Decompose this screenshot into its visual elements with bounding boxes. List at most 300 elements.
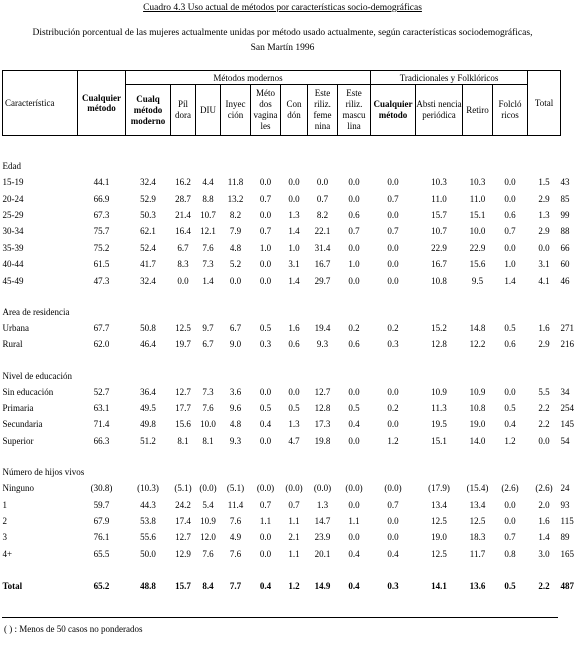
table-cell: 0.0 (288, 177, 300, 188)
table-cell: 8.3 (177, 259, 189, 270)
table-cell: 0.3 (259, 339, 272, 350)
table-cell: 0.0 (504, 242, 516, 253)
table-cell: 15.6 (469, 259, 486, 270)
table-cell: 14.7 (314, 516, 331, 527)
table-row: Sin educación 52.7 36.4 12.7 7.3 3.6 0.0 0.0 12.7 0.0 0.0 10.9 10.9 0.0 5.5 34 (3, 384, 561, 400)
table-row: 35-39 75.2 52.4 6.7 7.6 4.8 1.0 1.0 31.4 0.0 0.0 22.9 22.9 0.0 0.0 66 (3, 240, 561, 256)
table-cell: (17.9) (428, 483, 450, 494)
table-cell: 9.6 (229, 403, 242, 414)
table-cell: 50.8 (140, 322, 156, 333)
section-title: Area de residencia (2, 306, 70, 317)
table-subtitle (0, 26, 565, 56)
table-cell: 0.2 (348, 322, 360, 333)
table-cell: 0.7 (259, 226, 272, 237)
table-cell: 0.0 (504, 499, 516, 510)
table-cell: 0.4 (504, 419, 516, 430)
table-cell: 0.5 (259, 403, 272, 414)
table-cell: (0.0) (199, 483, 217, 494)
table-cell: 0.0 (348, 532, 360, 543)
table-cell: 66.9 (93, 193, 110, 204)
row-label: Total (2, 581, 23, 592)
table-cell: 0.5 (504, 322, 516, 333)
table-cell: 0.0 (538, 435, 550, 446)
table-cell: (0.0) (384, 483, 402, 494)
table-cell: 14.1 (431, 581, 447, 592)
table-cell: 0.0 (348, 193, 360, 204)
row-label: 15-19 (2, 177, 24, 188)
row-label: 3 (2, 532, 7, 543)
table-cell: 65.5 (93, 548, 110, 559)
table-cell: 2.2 (538, 403, 550, 414)
table-body (2, 136, 574, 595)
table-row: 1 59.7 44.3 24.2 5.4 11.4 0.7 0.7 1.3 0.0 0.7 13.4 13.4 0.0 2.0 93 (3, 496, 561, 512)
table-cell: 2.9 (538, 226, 550, 237)
table-cell: 0.0 (538, 242, 550, 253)
section-header-row (3, 464, 561, 480)
table-cell: 0.4 (348, 581, 360, 592)
table-cell: 10.8 (431, 275, 447, 286)
table-row: 20-24 66.9 52.9 28.7 8.8 13.2 0.7 0.0 0.7 0.0 0.7 11.0 11.0 0.0 2.9 85 (3, 190, 561, 206)
table-cell: 0.4 (348, 548, 360, 559)
table-cell: 13.2 (227, 193, 244, 204)
table-cell: 0.5 (504, 403, 516, 414)
table-cell: 12.7 (175, 386, 191, 397)
table-cell: 12.8 (314, 403, 331, 414)
table-cell: 14.0 (469, 435, 486, 446)
table-cell: 0.0 (259, 259, 272, 270)
table-row: Urbana 67.7 50.8 12.5 9.7 6.7 0.5 1.6 19.4 0.2 0.2 15.2 14.8 0.5 1.6 271 (3, 320, 561, 336)
table-cell: 15.1 (469, 209, 486, 220)
row-label: 25-29 (2, 209, 24, 220)
header-modern-col: Este riliz. feme nina (308, 85, 338, 136)
table-cell: 32.4 (140, 177, 156, 188)
table-cell: 8.4 (202, 581, 214, 592)
table-cell: 46.4 (140, 339, 156, 350)
table-cell: 9.0 (229, 339, 242, 350)
table-cell: 51.2 (140, 435, 156, 446)
footnote-rule (2, 617, 558, 618)
table-cell: 0.0 (348, 275, 360, 286)
table-cell: 49.5 (140, 403, 156, 414)
table-cell: 1.1 (288, 516, 300, 527)
table-cell: 10.8 (469, 403, 486, 414)
table-cell: 0.0 (504, 386, 516, 397)
table-cell: 9.5 (471, 275, 484, 286)
table-cell: 0.0 (387, 532, 399, 543)
table-row: Superior 66.3 51.2 8.1 8.1 9.3 0.0 4.7 19.8 0.0 1.2 15.1 14.0 1.2 0.0 54 (3, 433, 561, 449)
table-cell: 66.3 (93, 435, 110, 446)
header-modern-col: Inyec ción (221, 85, 251, 136)
table-cell: 5.5 (538, 386, 550, 397)
table-cell: 0.0 (259, 275, 272, 286)
table-cell: 14.8 (469, 322, 486, 333)
table-cell: 0.4 (259, 419, 272, 430)
table-row: 30-34 75.7 62.1 16.4 12.1 7.9 0.7 1.4 22.1 0.7 0.7 10.7 10.0 0.7 2.9 88 (3, 223, 561, 239)
table-cell: 1.1 (348, 516, 360, 527)
table-cell: 3.6 (229, 386, 242, 397)
table-cell: 2.9 (538, 339, 550, 350)
table-row: 15-19 44.1 32.4 16.2 4.4 11.8 0.0 0.0 0.0 0.0 0.0 10.3 10.3 0.0 1.5 43 (3, 174, 561, 190)
table-cell: 2.9 (538, 193, 550, 204)
header-modern-col: Con dón (281, 85, 308, 136)
table-cell: 8.2 (316, 209, 329, 220)
table-cell: 0.6 (504, 339, 516, 350)
header-modern-col: Cualq método moderno (126, 85, 171, 136)
table-cell: 0.7 (387, 226, 399, 237)
table-cell: 12.5 (431, 548, 447, 559)
table-cell: 2.1 (288, 532, 300, 543)
table-cell: 12.0 (200, 532, 216, 543)
header-modern-col: Píl dora (171, 85, 196, 136)
table-title: Cuadro 4.3 Uso actual de métodos por características socio-demográficas (143, 3, 422, 13)
header-cualquier-metodo: Cualquier método (78, 71, 126, 136)
table-cell: 52.7 (93, 386, 110, 397)
table-row: Rural 62.0 46.4 19.7 6.7 9.0 0.3 0.6 9.3 0.6 0.3 12.8 12.2 0.6 2.9 216 (3, 336, 561, 352)
table-cell: 4.7 (288, 435, 300, 446)
table-cell: 0.0 (259, 435, 272, 446)
table-cell: 2.0 (538, 499, 550, 510)
table-row: 2 67.9 53.8 17.4 10.9 7.6 1.1 1.1 14.7 1.1 0.0 12.5 12.5 0.0 1.6 115 (3, 513, 561, 529)
table-cell: 6.7 (229, 322, 242, 333)
table-cell: 0.6 (288, 339, 300, 350)
table-cell: 11.7 (469, 548, 486, 559)
table-cell: 0.4 (259, 581, 272, 592)
table-cell: 71.4 (93, 419, 110, 430)
table-row: 25-29 67.3 50.3 21.4 10.7 8.2 0.0 1.3 8.2 0.6 0.0 15.7 15.1 0.6 1.3 99 (3, 207, 561, 223)
table-cell: 10.3 (431, 177, 447, 188)
table-cell: 0.5 (348, 403, 360, 414)
table-cell: 0.4 (348, 419, 360, 430)
table-cell: 19.8 (314, 435, 331, 446)
table-cell: 1.4 (504, 275, 516, 286)
table-cell: (0.0) (285, 483, 303, 494)
table-cell: 0.0 (387, 386, 399, 397)
table-cell: 2.2 (538, 581, 550, 592)
header-trad-col: Cualquier método (371, 85, 416, 136)
table-cell: 0.0 (504, 177, 516, 188)
table-cell: (2.6) (535, 483, 553, 494)
row-label: Superior (2, 435, 34, 446)
row-label: 1 (2, 499, 7, 510)
table-cell: 0.0 (348, 177, 360, 188)
table-cell: 0.0 (177, 275, 189, 286)
table-cell: 0.0 (348, 499, 360, 510)
table-cell: 11.3 (431, 403, 447, 414)
row-label: Rural (2, 339, 23, 350)
table-cell: 17.3 (314, 419, 331, 430)
table-cell: 31.4 (314, 242, 331, 253)
table-cell: 0.0 (259, 548, 272, 559)
table-cell: 28.7 (175, 193, 191, 204)
table-cell: 29.7 (314, 275, 331, 286)
section-header-row (3, 304, 561, 320)
table-cell: 20.1 (314, 548, 331, 559)
table-cell: 6.7 (177, 242, 189, 253)
table-cell: 0.2 (387, 322, 399, 333)
table-cell: 10.0 (469, 226, 486, 237)
table-cell: 0.2 (387, 403, 399, 414)
table-cell: 1.2 (288, 581, 300, 592)
table-cell: (0.0) (313, 483, 332, 494)
table-row: 40-44 61.5 41.7 8.3 7.3 5.2 0.0 3.1 16.7 1.0 0.0 16.7 15.6 1.0 3.1 60 (3, 256, 561, 272)
table-row: Total 65.2 48.8 15.7 8.4 7.7 0.4 1.2 14.9 0.4 0.3 14.1 13.6 0.5 2.2 487 (3, 578, 561, 594)
table-cell: 16.4 (175, 226, 191, 237)
table-cell: 0.3 (387, 339, 399, 350)
table-cell: 67.7 (93, 322, 110, 333)
table-cell: 62.1 (140, 226, 156, 237)
table-cell: 44.3 (140, 499, 156, 510)
table-cell: 1.1 (288, 548, 300, 559)
table-cell: 9.3 (316, 339, 329, 350)
table-cell: 10.3 (469, 177, 486, 188)
table-cell: 0.3 (387, 581, 399, 592)
table-cell: 16.7 (431, 259, 447, 270)
table-cell: 22.1 (314, 226, 331, 237)
table-cell: 1.3 (288, 209, 300, 220)
table-cell: 3.1 (538, 259, 550, 270)
row-label: Ninguno (2, 483, 34, 494)
table-cell: 0.0 (316, 177, 329, 188)
table-cell: (0.0) (256, 483, 275, 494)
table-cell: 0.0 (288, 193, 300, 204)
table-cell: 15.7 (431, 209, 447, 220)
header-caracteristica: Característica (3, 71, 78, 136)
table-cell: 7.6 (229, 516, 242, 527)
table-cell: 0.5 (288, 403, 300, 414)
table-cell: 67.3 (93, 209, 110, 220)
table-cell: 0.0 (387, 177, 399, 188)
table-cell: 12.8 (431, 339, 447, 350)
table-cell: 0.0 (348, 242, 360, 253)
table-header (3, 71, 561, 136)
table-cell: 24.2 (175, 499, 191, 510)
table-cell: 53.8 (140, 516, 156, 527)
table-cell: 1.5 (538, 177, 550, 188)
table-cell: 4.8 (229, 419, 242, 430)
table-row: 4+ 65.5 50.0 12.9 7.6 7.6 0.0 1.1 20.1 0.4 0.4 12.5 11.7 0.8 3.0 165 (3, 546, 561, 562)
table-cell: 50.0 (140, 548, 156, 559)
table-cell: 7.3 (202, 259, 214, 270)
table-cell: 19.0 (469, 419, 486, 430)
spacer-row (3, 136, 561, 159)
table-cell: 1.0 (259, 242, 272, 253)
header-group-modernos: Métodos modernos (126, 71, 371, 85)
row-label: 40-44 (2, 259, 24, 270)
table-cell: 1.0 (288, 242, 300, 253)
table-cell: 19.4 (314, 322, 331, 333)
table-cell: 7.6 (229, 548, 242, 559)
table-cell: 67.9 (93, 516, 110, 527)
table-cell: 19.7 (175, 339, 191, 350)
table-cell: 9.7 (202, 322, 214, 333)
table-cell: 4.8 (229, 242, 242, 253)
table-cell: 0.7 (259, 193, 272, 204)
header-trad-col: Folcló ricos (493, 85, 528, 136)
table-cell: 12.1 (200, 226, 216, 237)
table-cell: (5.1) (174, 483, 192, 494)
table-cell: 5.4 (202, 499, 214, 510)
table-cell: 0.8 (504, 548, 516, 559)
section-title: Nivel de educación (2, 370, 72, 381)
table-cell: 0.7 (348, 226, 360, 237)
table-cell: 10.9 (469, 386, 486, 397)
table-cell: 1.0 (348, 259, 360, 270)
table-cell: 6.7 (202, 339, 214, 350)
table-cell: 0.6 (348, 209, 360, 220)
table-row: Secundaria 71.4 49.8 15.6 10.0 4.8 0.4 1.3 17.3 0.4 0.0 19.5 19.0 0.4 2.2 145 (3, 416, 561, 432)
table-cell: 15.6 (175, 419, 191, 430)
table-cell: 11.0 (469, 193, 486, 204)
table-cell: 0.0 (387, 275, 399, 286)
table-cell: 0.0 (348, 435, 360, 446)
table-cell: 32.4 (140, 275, 156, 286)
table-cell: 8.1 (202, 435, 214, 446)
table-cell: 1.3 (288, 419, 300, 430)
header-total: Total (528, 71, 561, 136)
table-cell: (10.3) (137, 483, 159, 494)
row-label: 4+ (2, 548, 13, 559)
table-cell: 75.2 (93, 242, 110, 253)
spacer-row (3, 562, 561, 578)
table-cell: 4.1 (538, 275, 550, 286)
table-cell: 8.1 (177, 435, 189, 446)
table-cell: 10.9 (431, 386, 447, 397)
header-trad-col: Retiro (463, 85, 493, 136)
table-cell: 1.3 (538, 209, 550, 220)
table-cell: 10.9 (200, 516, 216, 527)
row-label: 35-39 (2, 242, 24, 253)
table-cell: 13.4 (431, 499, 447, 510)
header-group-tradicionales: Tradicionales y Folklóricos (371, 71, 528, 85)
table-cell: 0.7 (387, 499, 399, 510)
table-cell: 16.7 (314, 259, 331, 270)
table-cell: 17.7 (175, 403, 191, 414)
table-cell: 1.0 (504, 259, 516, 270)
table-cell: 0.7 (288, 499, 300, 510)
table-cell: 55.6 (140, 532, 156, 543)
section-title: Número de hijos vivos (2, 467, 85, 478)
table-cell: 52.9 (140, 193, 156, 204)
table-cell: 3.0 (538, 548, 550, 559)
table-cell: 62.0 (93, 339, 110, 350)
table-cell: 0.7 (387, 193, 399, 204)
table-cell: 7.6 (202, 403, 214, 414)
table-cell: 0.4 (387, 548, 399, 559)
table-cell: (0.0) (345, 483, 363, 494)
table-cell: 0.6 (504, 209, 516, 220)
table-cell: 1.4 (288, 226, 300, 237)
table-cell: 49.8 (140, 419, 156, 430)
table-cell: 12.5 (431, 516, 447, 527)
table-cell: 44.1 (93, 177, 110, 188)
header-modern-col: Este riliz. mascu lina (338, 85, 371, 136)
table-cell: 7.6 (202, 548, 214, 559)
table-cell: 1.3 (316, 499, 329, 510)
row-label: Primaria (2, 403, 34, 414)
table-cell: 22.9 (469, 242, 486, 253)
table-cell: 13.4 (469, 499, 486, 510)
table-cell: 12.2 (469, 339, 486, 350)
table-row: Primaria 63.1 49.5 17.7 7.6 9.6 0.5 0.5 12.8 0.5 0.2 11.3 10.8 0.5 2.2 254 (3, 400, 561, 416)
table-cell: 7.7 (229, 581, 242, 592)
table-cell: 0.0 (259, 532, 272, 543)
table-cell: 75.7 (93, 226, 110, 237)
table-cell: 1.6 (538, 516, 550, 527)
table-cell: 0.7 (259, 499, 272, 510)
table-cell: 48.8 (140, 581, 156, 592)
table-cell: 22.9 (431, 242, 447, 253)
table-cell: 19.5 (431, 419, 447, 430)
table-cell: 1.6 (538, 322, 550, 333)
table-cell: 18.3 (469, 532, 486, 543)
table-cell: 12.9 (175, 548, 191, 559)
table-row: Ninguno (30.8) (10.3) (5.1) (0.0) (5.1) (0.0) (0.0) (0.0) (0.0) (0.0) (17.9) (15.4) (2.6) (2.6) 24 (3, 480, 561, 496)
table-cell: 59.7 (93, 499, 110, 510)
table-cell: 0.5 (504, 581, 516, 592)
table-cell: 8.2 (229, 209, 242, 220)
table-cell: 0.0 (387, 242, 399, 253)
header-modern-col: DIU (196, 85, 221, 136)
table-cell: 21.4 (175, 209, 191, 220)
table-cell: 0.0 (259, 177, 272, 188)
table-cell: 47.3 (93, 275, 110, 286)
footnote: ( ) : Menos de 50 casos no ponderados (4, 624, 143, 634)
table-cell: 0.7 (504, 532, 516, 543)
table-cell: 1.4 (202, 275, 214, 286)
row-label: 20-24 (2, 193, 24, 204)
table-cell: 0.0 (259, 209, 272, 220)
table-cell: 0.0 (348, 386, 360, 397)
table-cell: 5.2 (229, 259, 242, 270)
subtitle-line: Distribución porcentual de las mujeres actualmente unidas por método usado actualmente, según características sociodemográficas, (32, 28, 533, 38)
table-cell: 8.8 (202, 193, 214, 204)
table-cell: 19.0 (431, 532, 447, 543)
table-cell: 65.2 (93, 581, 110, 592)
table-cell: 41.7 (140, 259, 156, 270)
table-cell: 1.6 (288, 322, 300, 333)
table-cell: 11.4 (227, 499, 244, 510)
table-cell: 76.1 (93, 532, 110, 543)
header-modern-col: Méto dos vagina les (251, 85, 281, 136)
table-cell: (2.6) (501, 483, 519, 494)
table-cell: 23.9 (314, 532, 331, 543)
row-label: 30-34 (2, 226, 24, 237)
table-cell: 0.0 (504, 193, 516, 204)
row-label: 2 (2, 516, 7, 527)
table-cell: (5.1) (226, 483, 245, 494)
table-cell: 1.4 (538, 532, 550, 543)
table-cell: 36.4 (140, 386, 156, 397)
section-header-row (3, 368, 561, 384)
row-label: Sin educación (2, 386, 54, 397)
table-cell: 2.2 (538, 419, 550, 430)
table-cell: 11.8 (227, 177, 244, 188)
table-cell: 52.4 (140, 242, 156, 253)
spacer-row (3, 449, 561, 464)
table-cell: 1.2 (504, 435, 516, 446)
table-cell: 13.6 (469, 581, 486, 592)
table-cell: 15.2 (431, 322, 447, 333)
table-cell: 14.9 (314, 581, 331, 592)
table-cell: 61.5 (93, 259, 110, 270)
table-cell: 1.2 (387, 435, 399, 446)
table-cell: 12.5 (175, 322, 191, 333)
table-cell: 17.4 (175, 516, 191, 527)
row-label: Urbana (2, 322, 29, 333)
table-cell: 16.2 (175, 177, 191, 188)
table-cell: 12.7 (314, 386, 331, 397)
table-cell: (30.8) (90, 483, 113, 494)
